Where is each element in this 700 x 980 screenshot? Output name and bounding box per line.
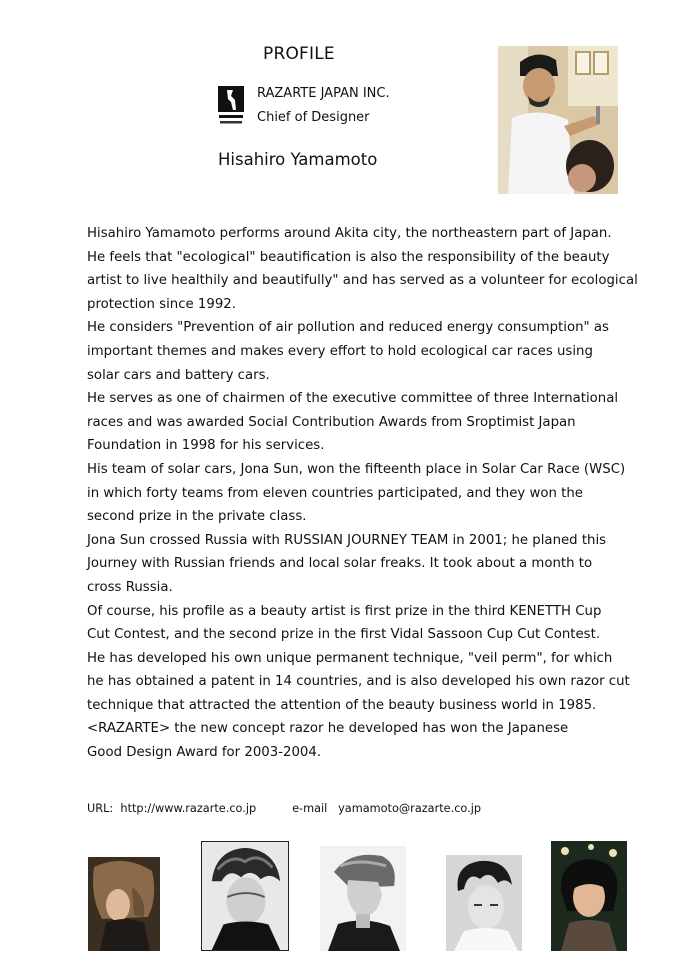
url-label: URL:	[87, 802, 114, 815]
bio-line: Good Design Award for 2003-2004.	[87, 745, 322, 761]
person-name: Hisahiro Yamamoto	[218, 150, 378, 169]
portrait-photo	[498, 46, 618, 194]
bio-line: races and was awarded Social Contribution Awards from Sroptimist Japan	[87, 414, 576, 430]
bio-line: second prize in the private class.	[87, 509, 307, 525]
bio-line: He feels that "ecological" beautification is also the responsibility of the beauty	[87, 249, 610, 265]
bio-line: Hisahiro Yamamoto performs around Akita city, the northeastern part of Japan.	[87, 226, 612, 241]
contact-info	[87, 802, 481, 815]
bio-line: technique that attracted the attention of the beauty business world in 1985.	[87, 697, 597, 713]
bio-line: cross Russia.	[87, 579, 173, 595]
hairstyle-photo-4	[446, 855, 522, 951]
bio-line: protection since 1992.	[87, 296, 236, 312]
hairstyle-photo-1	[88, 857, 160, 951]
page-title: PROFILE	[263, 44, 335, 64]
razarte-logo	[218, 86, 244, 126]
bio-line: Of course, his profile as a beauty artist is first prize in the third KENETTH Cup	[87, 603, 602, 619]
hairstyle-photo-2	[201, 841, 289, 951]
bio-line: in which forty teams from eleven countries participated, and they won the	[87, 485, 583, 501]
bio-line: Cut Contest, and the second prize in the first Vidal Sassoon Cup Cut Contest.	[87, 627, 601, 643]
biography-text	[87, 222, 638, 765]
bio-line: artist to live healthily and beautifully" and has served as a volunteer for ecological	[87, 273, 638, 289]
bio-line: Foundation in 1998 for his services.	[87, 438, 325, 454]
bio-line: important themes and makes every effort to hold ecological car races using	[87, 343, 593, 359]
email-link[interactable]: yamamoto@razarte.co.jp	[338, 802, 482, 815]
bio-line: He serves as one of chairmen of the executive committee of three International	[87, 391, 619, 407]
bio-line: Jona Sun crossed Russia with RUSSIAN JOURNEY TEAM in 2001; he planed this	[87, 532, 607, 548]
hairstyle-photo-5	[551, 841, 627, 951]
bio-line: His team of solar cars, Jona Sun, won the fifteenth place in Solar Car Race (WSC)	[87, 461, 626, 477]
company-name: RAZARTE JAPAN INC.	[257, 86, 390, 101]
bio-line: He considers "Prevention of air pollution and reduced energy consumption" as	[87, 320, 609, 336]
bio-line: Journey with Russian friends and local solar freaks. It took about a month to	[87, 556, 593, 572]
email-label: e-mail	[292, 802, 328, 815]
hairstyle-photo-3	[320, 846, 406, 951]
bio-line: solar cars and battery cars.	[87, 367, 270, 383]
bio-line: He has developed his own unique permanent technique, "veil perm", for which	[87, 650, 613, 666]
bio-line: he has obtained a patent in 14 countries, and is also developed his own razor cut	[87, 674, 630, 690]
job-title: Chief of Designer	[257, 110, 370, 125]
bio-line: <RAZARTE> the new concept razor he developed has won the Japanese	[87, 721, 569, 737]
website-link[interactable]: http://www.razarte.co.jp	[120, 802, 257, 815]
